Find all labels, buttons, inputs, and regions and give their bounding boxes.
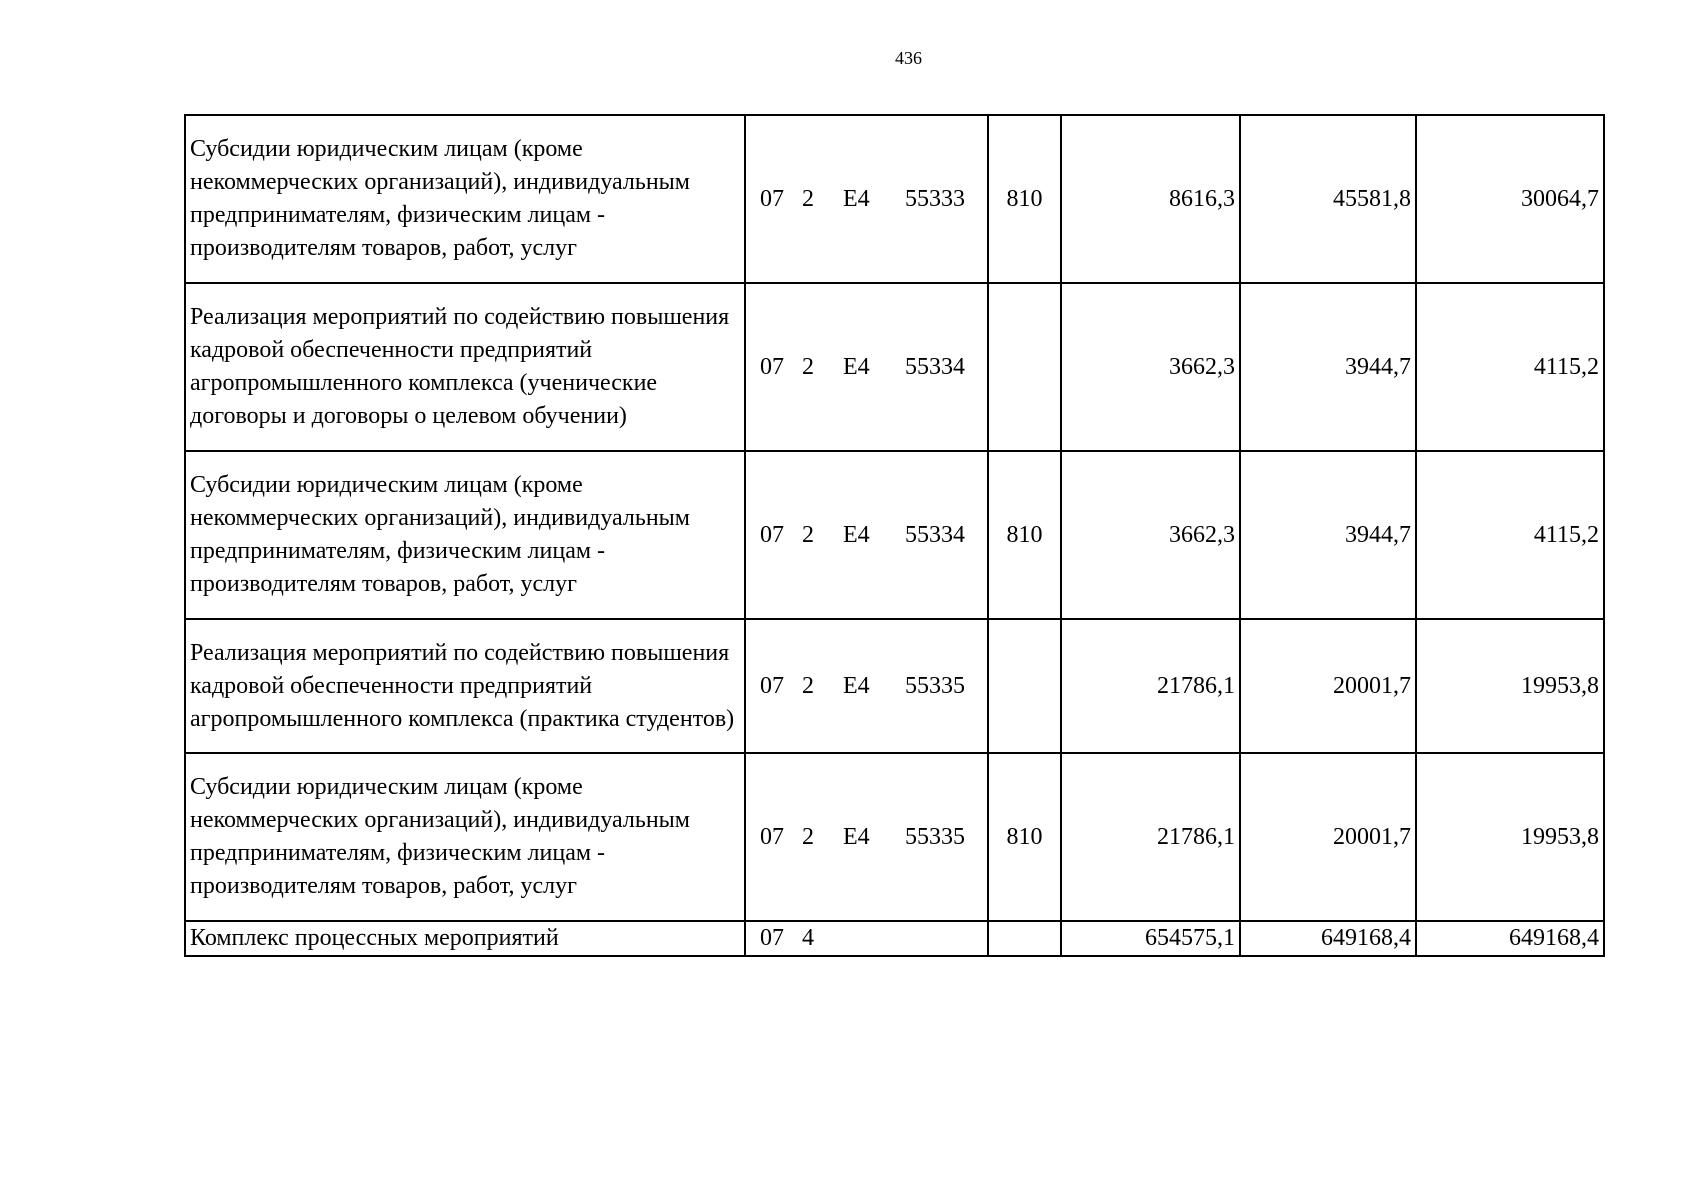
- row-value-3: 4115,2: [1416, 283, 1604, 451]
- row-value-2: 45581,8: [1240, 115, 1416, 283]
- row-code: [745, 619, 988, 753]
- row-value-1: 21786,1: [1061, 619, 1240, 753]
- budget-table: [184, 114, 1605, 957]
- table-row: [185, 115, 1604, 283]
- row-value-1: 3662,3: [1061, 283, 1240, 451]
- code-part: 07: [760, 521, 784, 548]
- row-value-1: 8616,3: [1061, 115, 1240, 283]
- row-name: Реализация мероприятий по содействию повышения кадровой обеспеченности предприятий агропромышленного комплекса (ученические договоры и договоры о целевом обучении): [185, 283, 745, 451]
- row-value-2: 20001,7: [1240, 753, 1416, 921]
- row-value-1: 21786,1: [1061, 753, 1240, 921]
- code-part: Е4: [843, 353, 870, 380]
- code-part: 07: [760, 353, 784, 380]
- code-part: 2: [802, 521, 814, 548]
- row-value-3: 30064,7: [1416, 115, 1604, 283]
- code-part: 07: [760, 925, 784, 951]
- row-value-3: 19953,8: [1416, 619, 1604, 753]
- row-value-2: 3944,7: [1240, 283, 1416, 451]
- row-value-2: 649168,4: [1240, 921, 1416, 956]
- code-part: 07: [760, 672, 784, 699]
- row-expense-type: 810: [988, 753, 1061, 921]
- row-value-1: 3662,3: [1061, 451, 1240, 619]
- table-body: [185, 115, 1604, 956]
- row-value-2: 20001,7: [1240, 619, 1416, 753]
- row-expense-type: [988, 921, 1061, 956]
- code-part: 55333: [905, 185, 965, 212]
- row-expense-type: 810: [988, 451, 1061, 619]
- table-row: [185, 619, 1604, 753]
- row-name: Субсидии юридическим лицам (кроме некоммерческих организаций), индивидуальным предпринимателям, физическим лицам - производителям товаров, работ, услуг: [185, 753, 745, 921]
- row-code: [745, 115, 988, 283]
- code-part: 55334: [905, 353, 965, 380]
- row-value-3: 649168,4: [1416, 921, 1604, 956]
- code-part: 2: [802, 672, 814, 699]
- table-row: [185, 753, 1604, 921]
- row-code: [745, 753, 988, 921]
- code-part: Е4: [843, 672, 870, 699]
- row-name: Субсидии юридическим лицам (кроме некоммерческих организаций), индивидуальным предпринимателям, физическим лицам - производителям товаров, работ, услуг: [185, 115, 745, 283]
- code-part: Е4: [843, 521, 870, 548]
- code-part: 07: [760, 823, 784, 850]
- code-part: 4: [802, 925, 814, 951]
- row-expense-type: 810: [988, 115, 1061, 283]
- table-row: [185, 451, 1604, 619]
- code-part: Е4: [843, 823, 870, 850]
- row-code: [745, 451, 988, 619]
- row-value-3: 4115,2: [1416, 451, 1604, 619]
- code-part: 2: [802, 185, 814, 212]
- code-part: 2: [802, 823, 814, 850]
- row-name: Субсидии юридическим лицам (кроме некоммерческих организаций), индивидуальным предпринимателям, физическим лицам - производителям товаров, работ, услуг: [185, 451, 745, 619]
- table-row: [185, 921, 1604, 956]
- row-expense-type: [988, 283, 1061, 451]
- code-part: 55334: [905, 521, 965, 548]
- row-code: [745, 283, 988, 451]
- row-value-3: 19953,8: [1416, 753, 1604, 921]
- row-expense-type: [988, 619, 1061, 753]
- row-code: [745, 921, 988, 956]
- row-value-2: 3944,7: [1240, 451, 1416, 619]
- code-part: 55335: [905, 823, 965, 850]
- row-value-1: 654575,1: [1061, 921, 1240, 956]
- code-part: 07: [760, 185, 784, 212]
- row-name: Реализация мероприятий по содействию повышения кадровой обеспеченности предприятий агропромышленного комплекса (практика студентов): [185, 619, 745, 753]
- code-part: Е4: [843, 185, 870, 212]
- page-number: 436: [895, 48, 922, 68]
- code-part: 2: [802, 353, 814, 380]
- row-name: Комплекс процессных мероприятий: [185, 921, 745, 956]
- table-row: [185, 283, 1604, 451]
- code-part: 55335: [905, 672, 965, 699]
